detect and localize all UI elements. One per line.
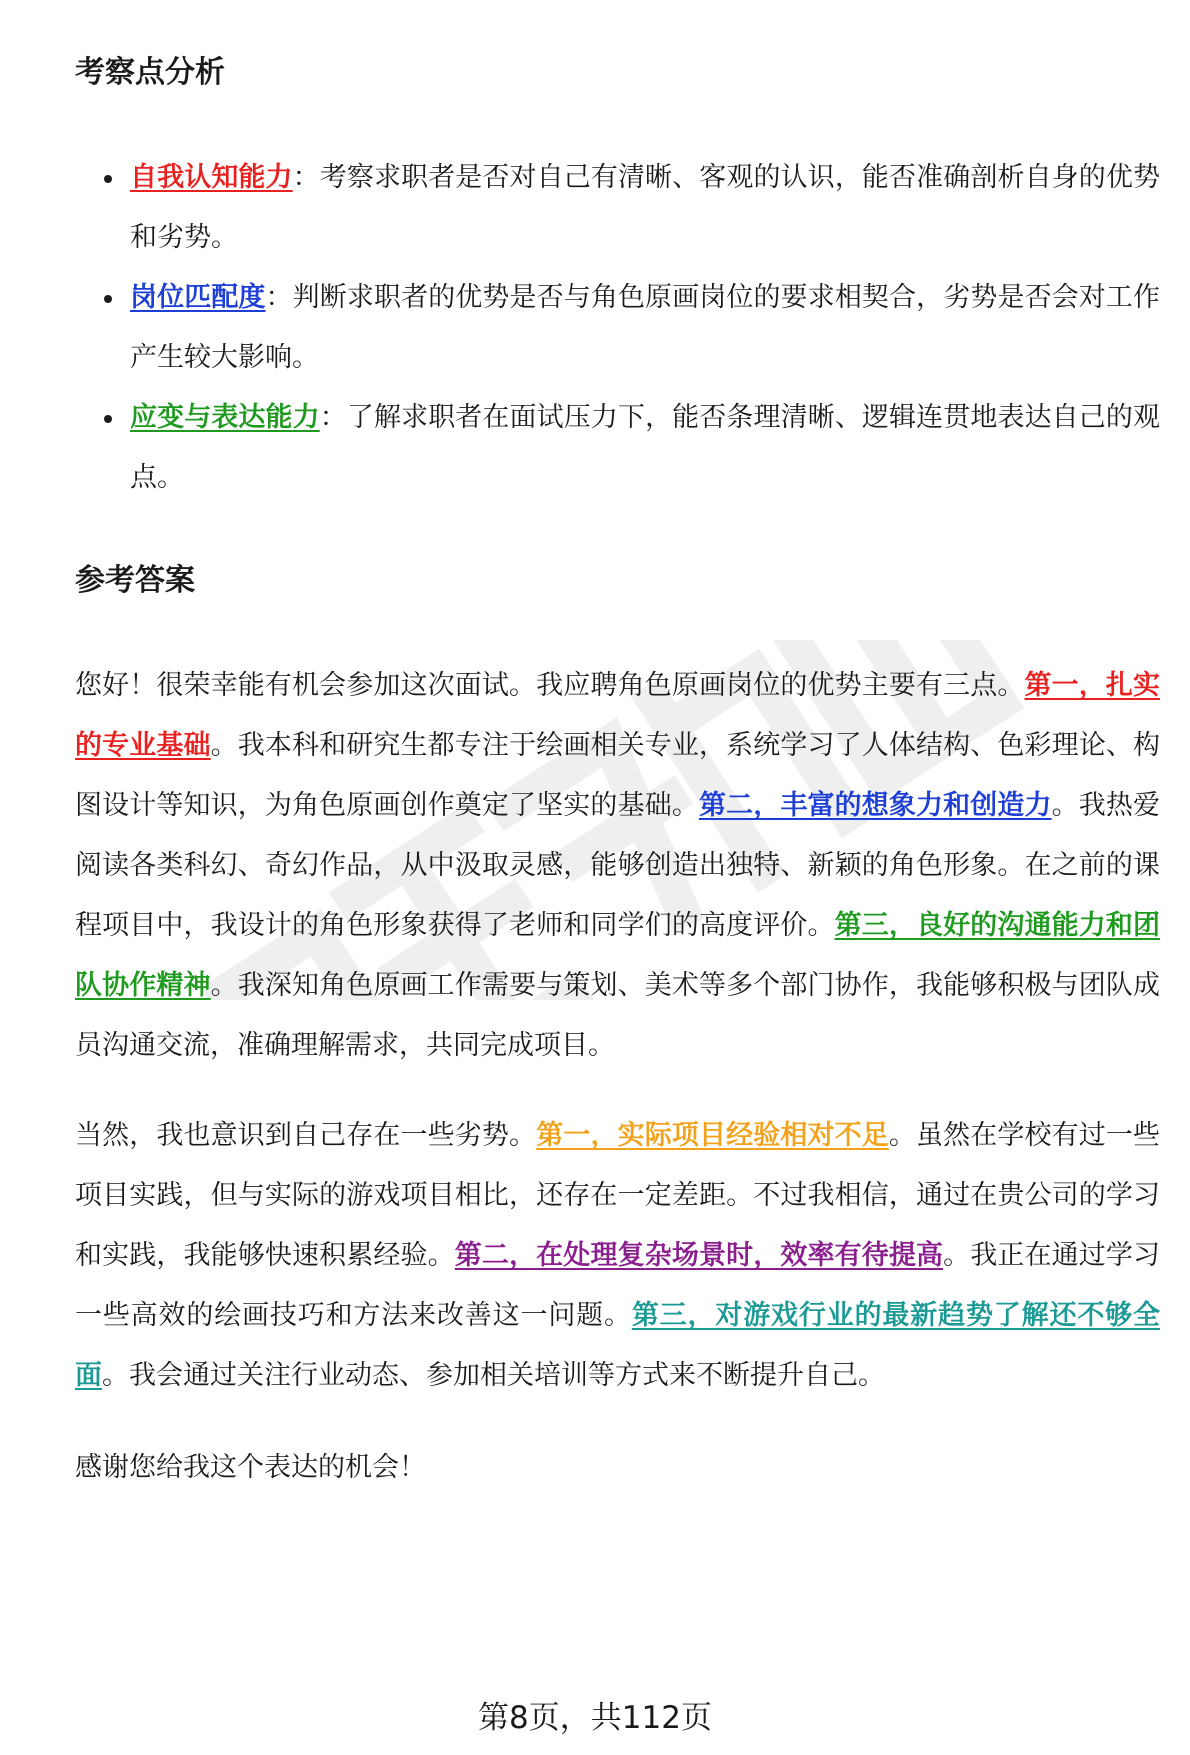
paragraph-text: 您好！很荣幸能有机会参加这次面试。我应聘角色原画岗位的优势主要有三点。 <box>75 670 1025 701</box>
list-item <box>75 388 1160 508</box>
point-separator: ： <box>292 162 320 193</box>
point-separator: ： <box>319 402 347 433</box>
answer-paragraph-weaknesses <box>75 1106 1160 1406</box>
highlight-strength-2: 第二，丰富的想象力和创造力 <box>698 790 1052 821</box>
highlight-weakness-3: 第三，对游戏行业的最新趋势了解还不够全面 <box>75 1300 1161 1391</box>
section-title-analysis: 考察点分析 <box>75 55 225 90</box>
point-keyword: 自我认知能力 <box>130 162 293 193</box>
point-keyword: 应变与表达能力 <box>130 402 320 433</box>
answer-paragraph-closing: 感谢您给我这个表达的机会！ <box>75 1452 426 1483</box>
paragraph-text: 。我热爱阅读各类科幻、奇幻作品，从中汲取灵感，能够创造出独特、新颖的角色形象。在之前的课程项目中，我设计的角色形象获得了老师和同学们的高度评价。 <box>75 790 1161 941</box>
list-item <box>75 148 1160 268</box>
point-text: 判断求职者的优势是否与角色原画岗位的要求相契合，劣势是否会对工作产生较大影响。 <box>130 282 1161 373</box>
paragraph-text: 。我会通过关注行业动态、参加相关培训等方式来不断提升自己。 <box>102 1360 885 1391</box>
paragraph-text: 。我深知角色原画工作需要与策划、美术等多个部门协作，我能够积极与团队成员沟通交流，准确理解需求，共同完成项目。 <box>75 970 1161 1061</box>
paragraph-text: 。我正在通过学习一些高效的绘画技巧和方法来改善这一问题。 <box>75 1240 1161 1331</box>
main-content <box>75 40 1160 1498</box>
page-number: 第8页，共112页 <box>478 1700 712 1736</box>
highlight-strength-3: 第三，良好的沟通能力和团队协作精神 <box>75 910 1161 1001</box>
highlight-weakness-2: 第二，在处理复杂场景时，效率有待提高 <box>454 1240 944 1271</box>
analysis-point-list <box>75 148 1160 508</box>
paragraph-text: 。虽然在学校有过一些项目实践，但与实际的游戏项目相比，还存在一定差距。不过我相信，通过在贵公司的学习和实践，我能够快速积累经验。 <box>75 1120 1161 1271</box>
paragraph-text: 。我本科和研究生都专注于绘画相关专业，系统学习了人体结构、色彩理论、构图设计等知识，为角色原画创作奠定了坚实的基础。 <box>75 730 1161 821</box>
answer-paragraph-strengths <box>75 656 1160 1076</box>
list-item <box>75 268 1160 388</box>
point-separator: ： <box>265 282 293 313</box>
section-title-answer: 参考答案 <box>75 563 195 598</box>
highlight-strength-1: 第一，扎实的专业基础 <box>75 670 1161 761</box>
highlight-weakness-1: 第一，实际项目经验相对不足 <box>536 1120 889 1151</box>
point-keyword: 岗位匹配度 <box>130 282 266 313</box>
point-text: 了解求职者在面试压力下，能否条理清晰、逻辑连贯地表达自己的观点。 <box>130 402 1161 493</box>
point-text: 考察求职者是否对自己有清晰、客观的认识，能否准确剖析自身的优势和劣势。 <box>130 162 1161 253</box>
paragraph-text: 当然，我也意识到自己存在一些劣势。 <box>75 1120 537 1151</box>
